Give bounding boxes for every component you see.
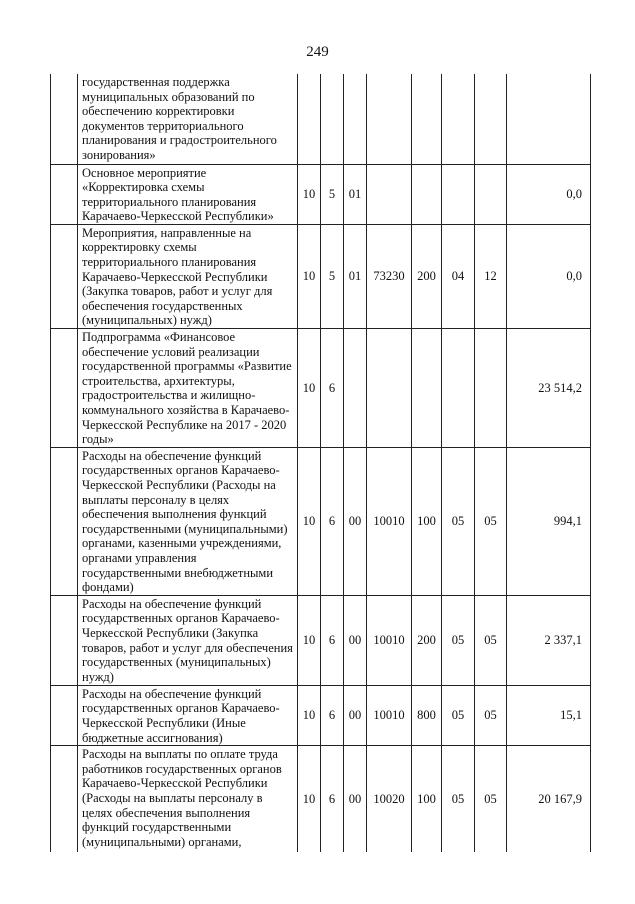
code-cell-2: 6 [321, 746, 344, 852]
code-cell-5: 100 [412, 746, 442, 852]
code-cell-1: 10 [298, 447, 321, 595]
row-name-cell: Расходы на обеспечение функций государственных органов Карачаево-Черкесской Республики (Закупка товаров, работ и услуг для обеспечения государственных (муниципальных) нужд) [78, 595, 298, 685]
code-cell-1: 10 [298, 224, 321, 328]
code-cell-6 [442, 164, 475, 224]
code-cell-7: 12 [475, 224, 507, 328]
code-cell-4: 73230 [367, 224, 412, 328]
code-cell-3: 00 [344, 447, 367, 595]
code-cell-6: 05 [442, 595, 475, 685]
code-cell-7 [475, 329, 507, 448]
code-cell-4: 10010 [367, 447, 412, 595]
code-cell-1: 10 [298, 595, 321, 685]
row-name-cell: Подпрограмма «Финансовое обеспечение условий реализации государственной программы «Развитие строительства, архитектуры, градостроительства и жилищно-коммунального хозяйства в Карачаево-Черкесской Республике на 2017 - 2020 годы» [78, 329, 298, 448]
amount-cell: 23 514,2 [507, 329, 591, 448]
code-cell-6: 04 [442, 224, 475, 328]
code-cell-4 [367, 164, 412, 224]
code-cell-4: 10010 [367, 685, 412, 745]
row-blank-cell [51, 329, 78, 448]
code-cell-1: 10 [298, 685, 321, 745]
row-name-cell: Мероприятия, направленные на корректировку схемы территориального планирования Карачаево-Черкесской Республики (Закупка товаров, работ и услуг для обеспечения государственных (муниципальных) нужд) [78, 224, 298, 328]
code-cell-2: 5 [321, 224, 344, 328]
code-cell-3: 01 [344, 164, 367, 224]
row-blank-cell [51, 447, 78, 595]
table-row [51, 224, 591, 328]
amount-cell: 20 167,9 [507, 746, 591, 852]
code-cell-7: 05 [475, 447, 507, 595]
code-cell-4: 10010 [367, 595, 412, 685]
amount-cell: 2 337,1 [507, 595, 591, 685]
code-cell-2: 6 [321, 329, 344, 448]
row-name-cell: Расходы на выплаты по оплате труда работников государственных органов Карачаево-Черкесской Республики (Расходы на выплаты персоналу в целях обеспечения выполнения функций государственными (муниципальными) органами, [78, 746, 298, 852]
row-blank-cell [51, 746, 78, 852]
code-cell-1 [298, 74, 321, 164]
table-row [51, 746, 591, 852]
code-cell-6: 05 [442, 746, 475, 852]
code-cell-2: 5 [321, 164, 344, 224]
code-cell-7 [475, 74, 507, 164]
code-cell-5: 100 [412, 447, 442, 595]
code-cell-5 [412, 329, 442, 448]
amount-cell: 0,0 [507, 224, 591, 328]
code-cell-5 [412, 164, 442, 224]
code-cell-6: 05 [442, 447, 475, 595]
table-row [51, 595, 591, 685]
code-cell-2: 6 [321, 685, 344, 745]
amount-cell: 994,1 [507, 447, 591, 595]
code-cell-1: 10 [298, 329, 321, 448]
row-name-cell: Расходы на обеспечение функций государственных органов Карачаево-Черкесской Республики (Иные бюджетные ассигнования) [78, 685, 298, 745]
code-cell-5 [412, 74, 442, 164]
code-cell-1: 10 [298, 746, 321, 852]
code-cell-7: 05 [475, 595, 507, 685]
page-number: 249 [306, 44, 329, 60]
code-cell-4 [367, 329, 412, 448]
table-row [51, 74, 591, 164]
row-name-cell: Расходы на обеспечение функций государственных органов Карачаево-Черкесской Республики (Расходы на выплаты персоналу в целях обеспечения выполнения функций государственными (муниципальными) органами, казенными учреждениями, органами управления государственными внебюджетными фондами) [78, 447, 298, 595]
row-blank-cell [51, 164, 78, 224]
row-name-cell: государственная поддержка муниципальных образований по обеспечению корректировки документов территориального планирования и градостроительного зонирования» [78, 74, 298, 164]
row-blank-cell [51, 74, 78, 164]
code-cell-3: 00 [344, 746, 367, 852]
code-cell-3 [344, 329, 367, 448]
code-cell-7: 05 [475, 685, 507, 745]
table-body [51, 74, 591, 852]
code-cell-6 [442, 74, 475, 164]
table-row [51, 164, 591, 224]
amount-cell: 15,1 [507, 685, 591, 745]
code-cell-2: 6 [321, 595, 344, 685]
code-cell-7: 05 [475, 746, 507, 852]
code-cell-6: 05 [442, 685, 475, 745]
code-cell-3: 00 [344, 685, 367, 745]
table-row [51, 447, 591, 595]
code-cell-4 [367, 74, 412, 164]
amount-cell [507, 74, 591, 164]
amount-cell: 0,0 [507, 164, 591, 224]
code-cell-2: 6 [321, 447, 344, 595]
row-blank-cell [51, 224, 78, 328]
code-cell-7 [475, 164, 507, 224]
row-blank-cell [51, 595, 78, 685]
code-cell-2 [321, 74, 344, 164]
code-cell-3: 00 [344, 595, 367, 685]
code-cell-6 [442, 329, 475, 448]
budget-table [50, 74, 591, 852]
row-name-cell: Основное мероприятие «Корректировка схемы территориального планирования Карачаево-Черкесской Республики» [78, 164, 298, 224]
code-cell-4: 10020 [367, 746, 412, 852]
code-cell-3 [344, 74, 367, 164]
table-row [51, 329, 591, 448]
code-cell-1: 10 [298, 164, 321, 224]
code-cell-3: 01 [344, 224, 367, 328]
code-cell-5: 200 [412, 595, 442, 685]
row-blank-cell [51, 685, 78, 745]
table-row [51, 685, 591, 745]
code-cell-5: 200 [412, 224, 442, 328]
code-cell-5: 800 [412, 685, 442, 745]
